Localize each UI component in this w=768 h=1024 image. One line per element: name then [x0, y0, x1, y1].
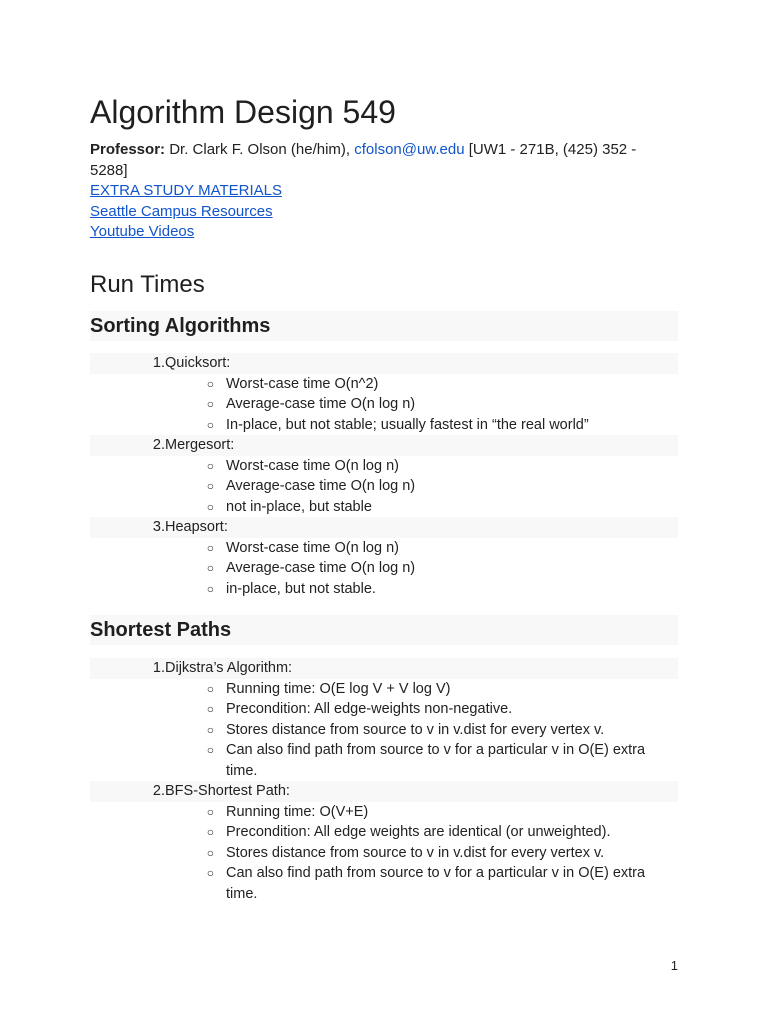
list-item	[90, 517, 678, 599]
detail-item	[90, 699, 678, 720]
seattle-campus-resources-link[interactable]: Seattle Campus Resources	[90, 202, 273, 220]
hollow-circle-bullet-icon: ○	[206, 722, 214, 737]
hollow-circle-bullet-icon: ○	[206, 540, 214, 555]
hollow-circle-bullet-icon: ○	[206, 479, 214, 493]
sorting-algorithms-list	[90, 353, 678, 599]
item-number: 2.	[152, 783, 165, 799]
detail-item	[90, 558, 678, 579]
page-number: 1	[670, 958, 678, 973]
item-heading	[90, 517, 678, 538]
detail-item	[90, 822, 678, 843]
list-item	[90, 781, 678, 904]
run-times-heading: Run Times	[90, 271, 205, 298]
detail-item	[90, 740, 678, 781]
item-heading	[90, 781, 678, 802]
list-item	[90, 435, 678, 517]
course-info	[90, 140, 650, 243]
detail-item	[90, 863, 678, 904]
professor-label: Professor:	[90, 141, 166, 158]
detail-item	[90, 843, 678, 864]
detail-list	[90, 538, 678, 600]
professor-line	[90, 140, 650, 181]
item-number: 1.	[152, 660, 165, 676]
detail-item	[90, 720, 678, 741]
contact-details: [UW1 - 271B, (425) 352 - 5288]	[90, 141, 637, 179]
detail-text: In-place, but not stable; usually fastest in “the real world”	[226, 416, 589, 433]
detail-item	[90, 415, 678, 436]
hollow-circle-bullet-icon: ○	[206, 845, 214, 860]
item-number: 1.	[152, 355, 165, 371]
document-title: Algorithm Design 549	[90, 94, 396, 130]
hollow-circle-bullet-icon: ○	[206, 581, 214, 596]
hollow-circle-bullet-icon: ○	[206, 499, 214, 514]
detail-text: not in-place, but stable	[226, 498, 372, 515]
hollow-circle-bullet-icon: ○	[206, 681, 214, 696]
hollow-circle-bullet-icon: ○	[206, 397, 214, 411]
detail-text: Precondition: All edge weights are identical (or unweighted).	[226, 824, 611, 840]
detail-text: Average-case time O(n log n)	[226, 560, 416, 576]
detail-item	[90, 374, 678, 395]
hollow-circle-bullet-icon: ○	[206, 743, 214, 757]
item-label: Heapsort:	[165, 519, 228, 535]
shortest-paths-list	[90, 658, 678, 904]
detail-list	[90, 456, 678, 518]
detail-list	[90, 679, 678, 782]
item-label: Mergesort:	[165, 437, 235, 453]
detail-list	[90, 802, 678, 905]
item-label: Dijkstra’s Algorithm:	[165, 660, 293, 676]
detail-text: Stores distance from source to v in v.dist for every vertex v.	[226, 721, 605, 738]
professor-name: Dr. Clark F. Olson (he/him),	[169, 141, 351, 158]
item-heading	[90, 658, 678, 679]
hollow-circle-bullet-icon: ○	[206, 417, 214, 432]
item-heading	[90, 435, 678, 456]
item-number: 2.	[152, 437, 165, 453]
sorting-algorithms-heading: Sorting Algorithms	[90, 311, 678, 341]
detail-text: Running time: O(V+E)	[226, 803, 369, 820]
detail-item	[90, 476, 678, 497]
detail-text: Worst-case time O(n log n)	[226, 539, 399, 556]
item-label: BFS-Shortest Path:	[165, 783, 290, 799]
detail-text: Average-case time O(n log n)	[226, 396, 416, 412]
detail-item	[90, 679, 678, 700]
detail-text: Stores distance from source to v in v.dist for every vertex v.	[226, 844, 605, 861]
detail-text: Can also find path from source to v for a particular v in O(E) extra time.	[226, 865, 646, 902]
detail-text: Can also find path from source to v for a particular v in O(E) extra time.	[226, 742, 646, 779]
detail-text: Average-case time O(n log n)	[226, 478, 416, 494]
email-link[interactable]: cfolson@uw.edu	[354, 141, 465, 158]
detail-item	[90, 456, 678, 477]
item-heading	[90, 353, 678, 374]
detail-text: in-place, but not stable.	[226, 580, 376, 597]
detail-text: Precondition: All edge-weights non-negative.	[226, 701, 513, 717]
list-item	[90, 658, 678, 781]
detail-text: Worst-case time O(n log n)	[226, 457, 399, 474]
detail-item	[90, 802, 678, 823]
hollow-circle-bullet-icon: ○	[206, 804, 214, 819]
detail-item	[90, 538, 678, 559]
list-item	[90, 353, 678, 435]
hollow-circle-bullet-icon: ○	[206, 702, 214, 716]
hollow-circle-bullet-icon: ○	[206, 866, 214, 880]
youtube-videos-link[interactable]: Youtube Videos	[90, 223, 195, 240]
detail-item	[90, 497, 678, 518]
detail-item	[90, 394, 678, 415]
item-number: 3.	[152, 519, 165, 535]
detail-item	[90, 579, 678, 600]
detail-text: Running time: O(E log V + V log V)	[226, 680, 451, 697]
hollow-circle-bullet-icon: ○	[206, 376, 214, 391]
item-label: Quicksort:	[165, 355, 231, 371]
hollow-circle-bullet-icon: ○	[206, 458, 214, 473]
hollow-circle-bullet-icon: ○	[206, 561, 214, 575]
shortest-paths-heading: Shortest Paths	[90, 615, 678, 645]
hollow-circle-bullet-icon: ○	[206, 825, 214, 839]
detail-list	[90, 374, 678, 436]
extra-study-materials-link[interactable]: EXTRA STUDY MATERIALS	[90, 182, 282, 199]
detail-text: Worst-case time O(n^2)	[226, 375, 379, 392]
